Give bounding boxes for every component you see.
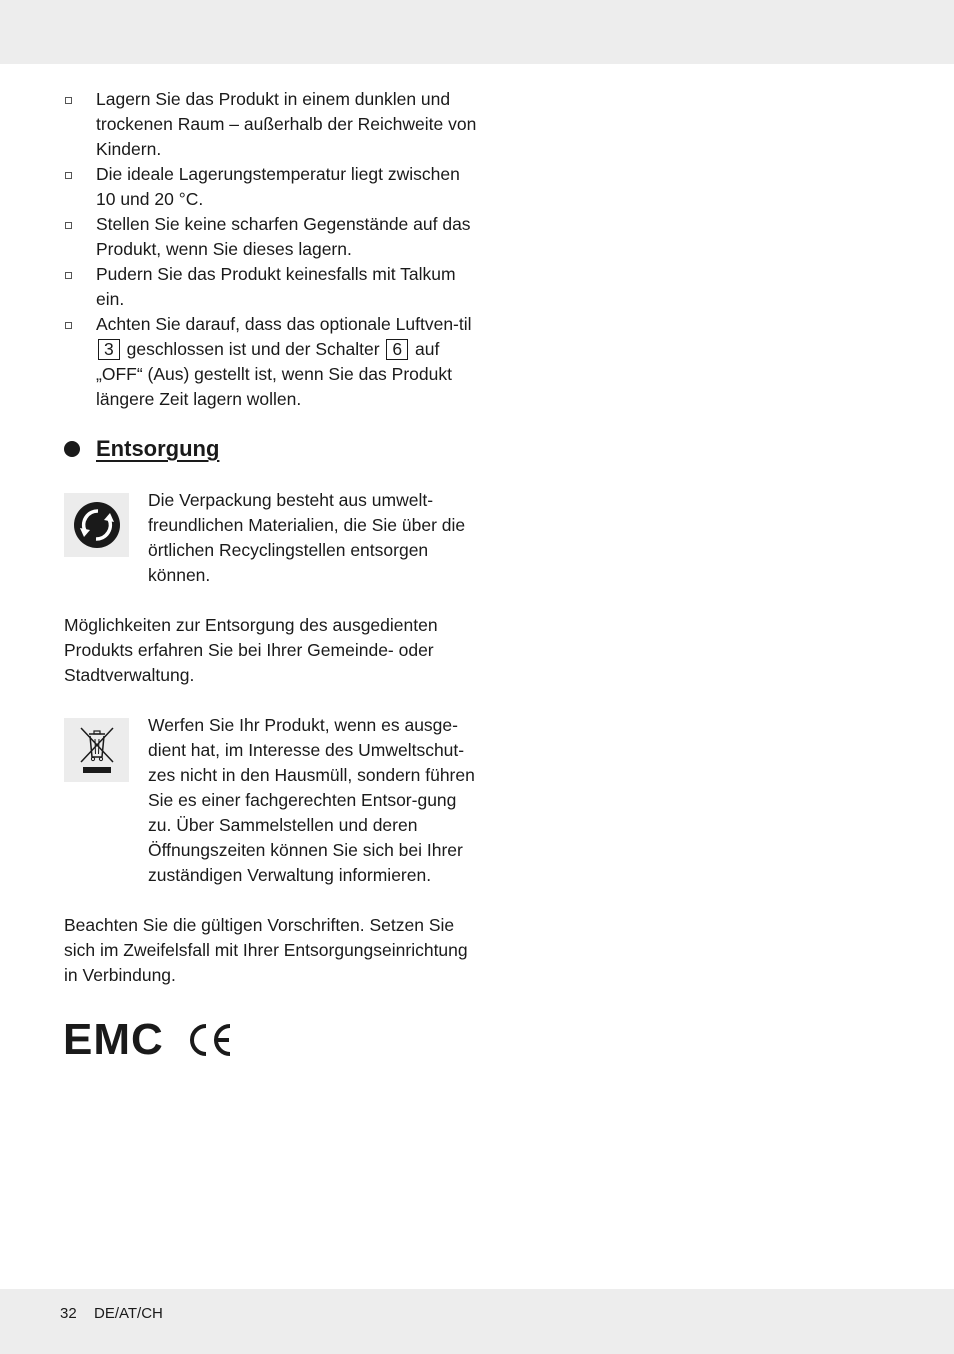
certification-marks	[63, 1015, 234, 1064]
list-item: Pudern Sie das Produkt keinesfalls mit Talkum ein.	[64, 262, 484, 312]
crossed-out-bin-icon	[64, 718, 129, 782]
regulations-paragraph: Beachten Sie die gültigen Vorschriften. Setzen Sie sich im Zweifelsfall mit Ihrer Entsorgungseinrichtung in Verbindung.	[64, 915, 468, 985]
bullet-square-icon	[65, 172, 72, 179]
heading-bullet-icon	[64, 441, 80, 457]
bullet-square-icon	[65, 272, 72, 279]
list-item: Lagern Sie das Produkt in einem dunklen und trockenen Raum – außerhalb der Reichweite von Kindern.	[64, 87, 484, 162]
weee-text: Werfen Sie Ihr Produkt, wenn es ausge-dient hat, im Interesse des Umweltschut-zes nicht in den Hausmüll, sondern führen Sie es einer fachgerechten Entsor-gung zu. Über Sammelstellen und deren Öffnungszeiten können Sie sich bei Ihrer zuständigen Verwaltung informieren.	[148, 715, 475, 885]
ce-mark-icon	[186, 1022, 234, 1058]
part-reference-box: 3	[98, 339, 120, 360]
packaging-text: Die Verpackung besteht aus umwelt-freundlichen Materialien, die Sie über die örtlichen Recyclingstellen entsorgen können.	[148, 490, 466, 585]
bullet-square-icon	[65, 222, 72, 229]
bullet-square-icon	[65, 97, 72, 104]
list-item: Die ideale Lagerungstemperatur liegt zwischen 10 und 20 °C.	[64, 162, 484, 212]
part-reference-box: 6	[386, 339, 408, 360]
section-heading	[64, 434, 219, 464]
page-number: 32	[60, 1305, 77, 1322]
bullet-square-icon	[65, 322, 72, 329]
disposal-paragraph: Möglichkeiten zur Entsorgung des ausgedienten Produkts erfahren Sie bei Ihrer Gemeinde- oder Stadtverwaltung.	[64, 615, 438, 685]
header-band	[0, 0, 954, 64]
region-label: DE/AT/CH	[94, 1305, 163, 1322]
green-dot-recycling-icon	[64, 493, 129, 557]
storage-instructions-list	[64, 87, 484, 412]
list-item: Stellen Sie keine scharfen Gegenstände auf das Produkt, wenn Sie dieses lagern.	[64, 212, 484, 262]
section-title: Entsorgung	[96, 436, 220, 461]
emc-mark: EMC	[63, 1015, 164, 1064]
list-item: Achten Sie darauf, dass das optionale Luftven-til 3 geschlossen ist und der Schalter 6 auf „OFF“ (Aus) gestellt ist, wenn Sie das Produkt längere Zeit lagern wollen.	[64, 312, 484, 412]
